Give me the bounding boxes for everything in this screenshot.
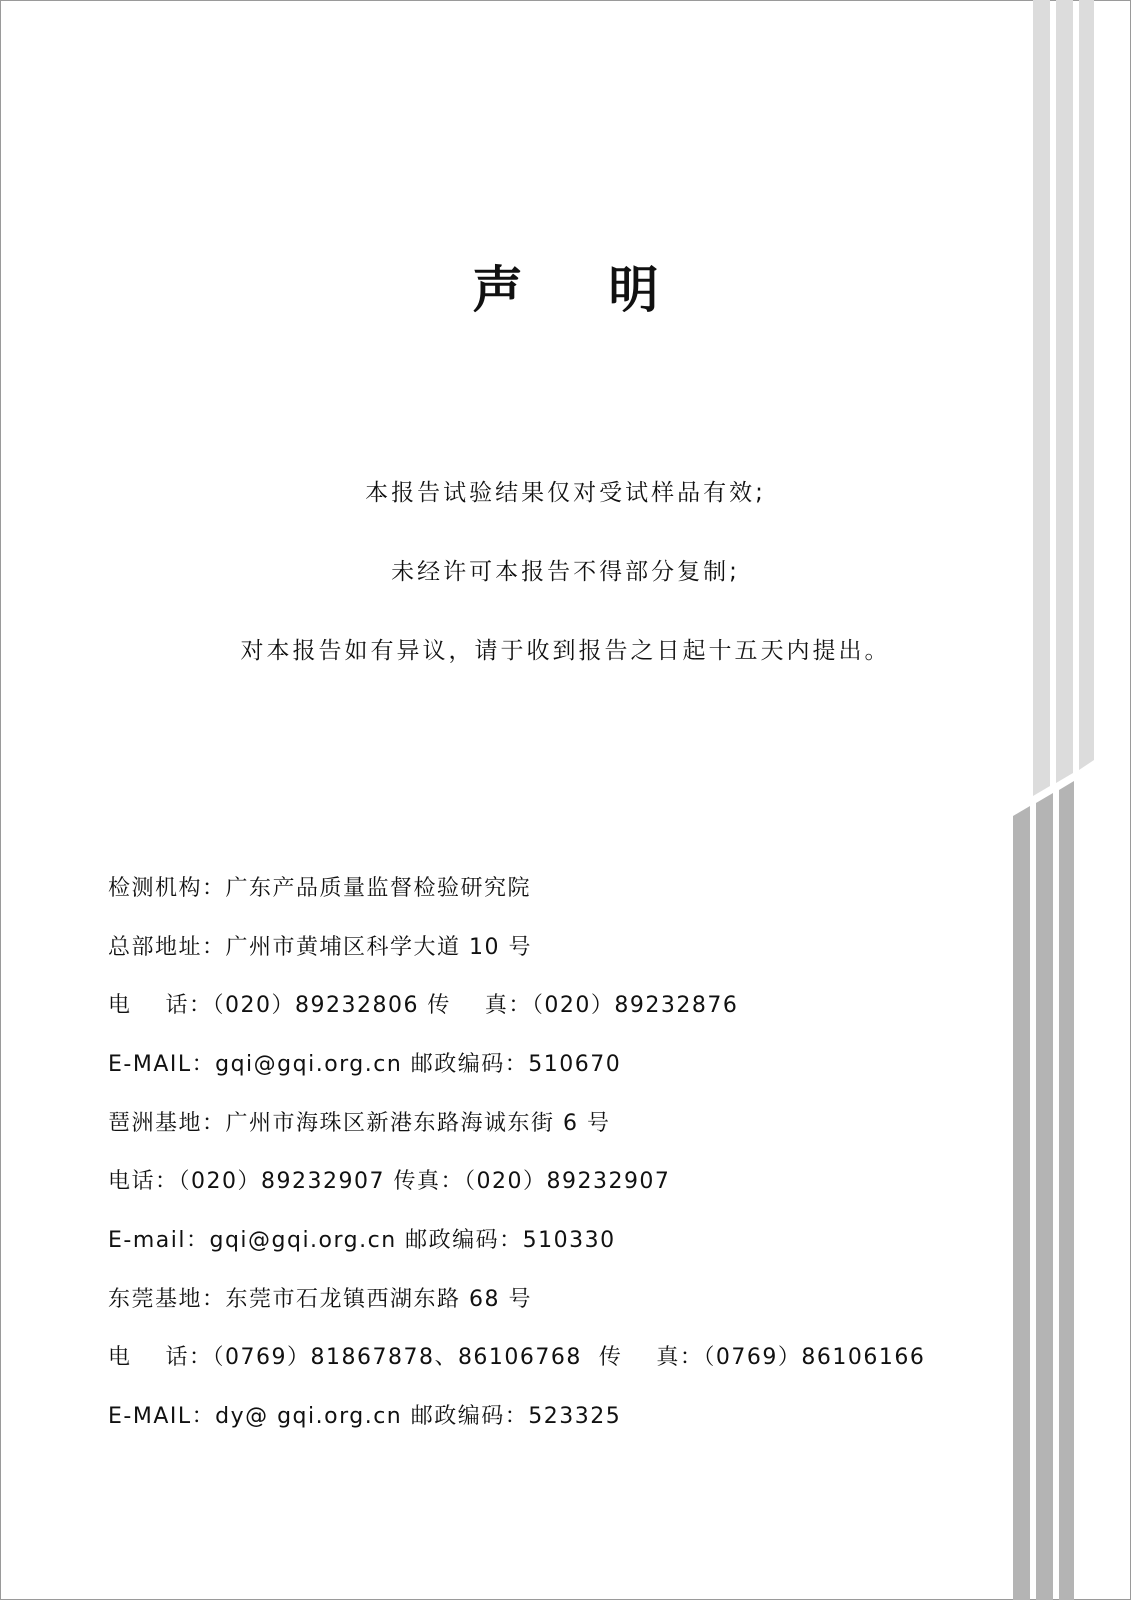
title-char-1: 声 [472, 260, 523, 319]
stripe-upper-1 [1033, 0, 1050, 796]
stripe-upper-2 [1056, 0, 1073, 783]
contact-line-dongguan-phone: 电 话：（0769）81867878、86106768 传 真：（0769）86106166 [108, 1345, 926, 1370]
contact-line-hq-phone: 电 话：（020）89232806 传 真：（020）89232876 [108, 993, 739, 1018]
contact-line-pazhou-email: E-mail：gqi@gqi.org.cn 邮政编码：510330 [108, 1228, 616, 1253]
contact-line-dongguan-email: E-MAIL：dy@ gqi.org.cn 邮政编码：523325 [108, 1404, 622, 1429]
stripe-lower-3 [1059, 781, 1074, 1600]
contact-line-pazhou-phone: 电话：（020）89232907 传真：（020）89232907 [108, 1169, 671, 1194]
contact-line-hq-email: E-MAIL：gqi@gqi.org.cn 邮政编码：510670 [108, 1052, 622, 1077]
page-title [0, 250, 1131, 322]
statement-1: 本报告试验结果仅对受试样品有效; [365, 480, 766, 506]
contact-line-pazhou-address: 琶洲基地：广州市海珠区新港东路海诚东街 6 号 [108, 1111, 611, 1136]
contact-line-institution: 检测机构：广东产品质量监督检验研究院 [108, 876, 532, 901]
stripe-lower-1 [1013, 806, 1030, 1600]
title-char-2: 明 [608, 260, 659, 319]
contact-line-dongguan-address: 东莞基地：东莞市石龙镇西湖东路 68 号 [108, 1287, 532, 1312]
statement-2: 未经许可本报告不得部分复制; [391, 559, 740, 585]
stripe-lower-2 [1036, 793, 1053, 1600]
contact-line-hq-address: 总部地址：广州市黄埔区科学大道 10 号 [108, 935, 532, 960]
statement-3: 对本报告如有异议，请于收到报告之日起十五天内提出。 [240, 638, 891, 664]
